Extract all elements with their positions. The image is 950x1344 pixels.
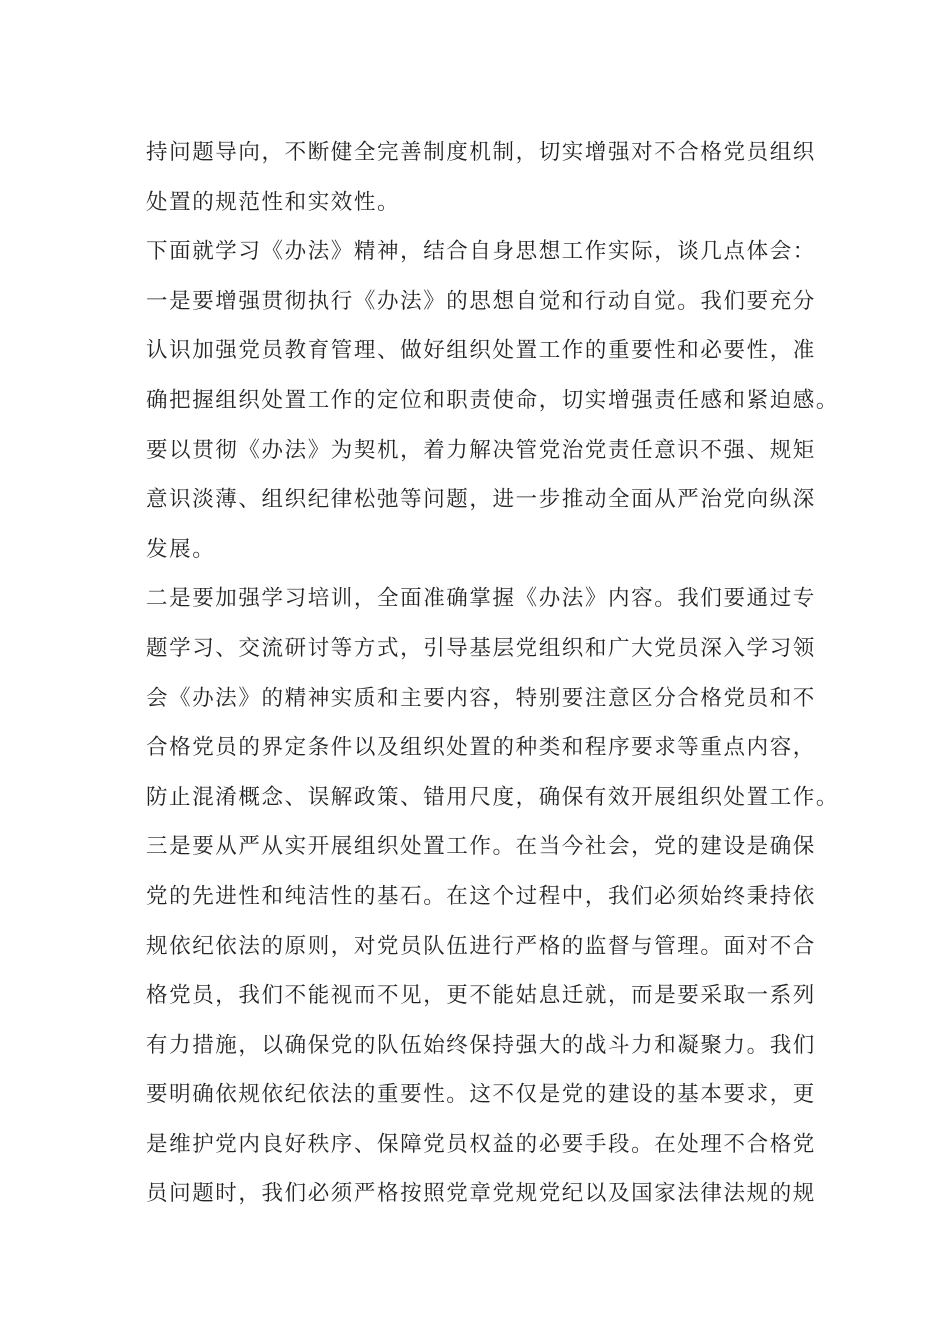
text-line: 格党员，我们不能视而不见，更不能姑息迁就，而是要采取一系列 <box>146 983 816 1009</box>
body-text <box>146 133 840 1224</box>
text-line: 意识淡薄、组织纪律松弛等问题，进一步推动全面从严治党向纵深 <box>146 487 816 513</box>
text-line: 会《办法》的精神实质和主要内容，特别要注意区分合格党员和不 <box>146 685 816 711</box>
text-line: 要明确依规依纪依法的重要性。这不仅是党的建设的基本要求，更 <box>146 1082 816 1108</box>
text-line: 党的先进性和纯洁性的基石。在这个过程中，我们必须始终秉持依 <box>146 883 816 909</box>
text-line: 员问题时，我们必须严格按照党章党规党纪以及国家法律法规的规 <box>146 1181 816 1207</box>
text-line: 一是要增强贯彻执行《办法》的思想自觉和行动自觉。我们要充分 <box>146 288 816 314</box>
text-line: 处置的规范性和实效性。 <box>146 189 401 215</box>
text-line: 要以贯彻《办法》为契机，着力解决管党治党责任意识不强、规矩 <box>146 437 816 463</box>
text-line: 下面就学习《办法》精神，结合自身思想工作实际，谈几点体会： <box>146 239 816 265</box>
text-line: 是维护党内良好秩序、保障党员权益的必要手段。在处理不合格党 <box>146 1131 816 1157</box>
text-line: 规依纪依法的原则，对党员队伍进行严格的监督与管理。面对不合 <box>146 933 816 959</box>
text-line: 防止混淆概念、误解政策、错用尺度，确保有效开展组织处置工作。 <box>146 784 840 810</box>
text-line: 题学习、交流研讨等方式，引导基层党组织和广大党员深入学习领 <box>146 635 816 661</box>
text-line: 认识加强党员教育管理、做好组织处置工作的重要性和必要性，准 <box>146 338 816 364</box>
text-line: 三是要从严从实开展组织处置工作。在当今社会，党的建设是确保 <box>146 834 816 860</box>
text-line: 持问题导向，不断健全完善制度机制，切实增强对不合格党员组织 <box>146 140 816 165</box>
text-line: 二是要加强学习培训，全面准确掌握《办法》内容。我们要通过专 <box>146 586 816 612</box>
text-line: 确把握组织处置工作的定位和职责使命，切实增强责任感和紧迫感。 <box>146 387 840 413</box>
text-line: 发展。 <box>146 536 216 562</box>
text-line: 合格党员的界定条件以及组织处置的种类和程序要求等重点内容， <box>146 735 816 761</box>
text-line: 有力措施，以确保党的队伍始终保持强大的战斗力和凝聚力。我们 <box>146 1032 816 1058</box>
